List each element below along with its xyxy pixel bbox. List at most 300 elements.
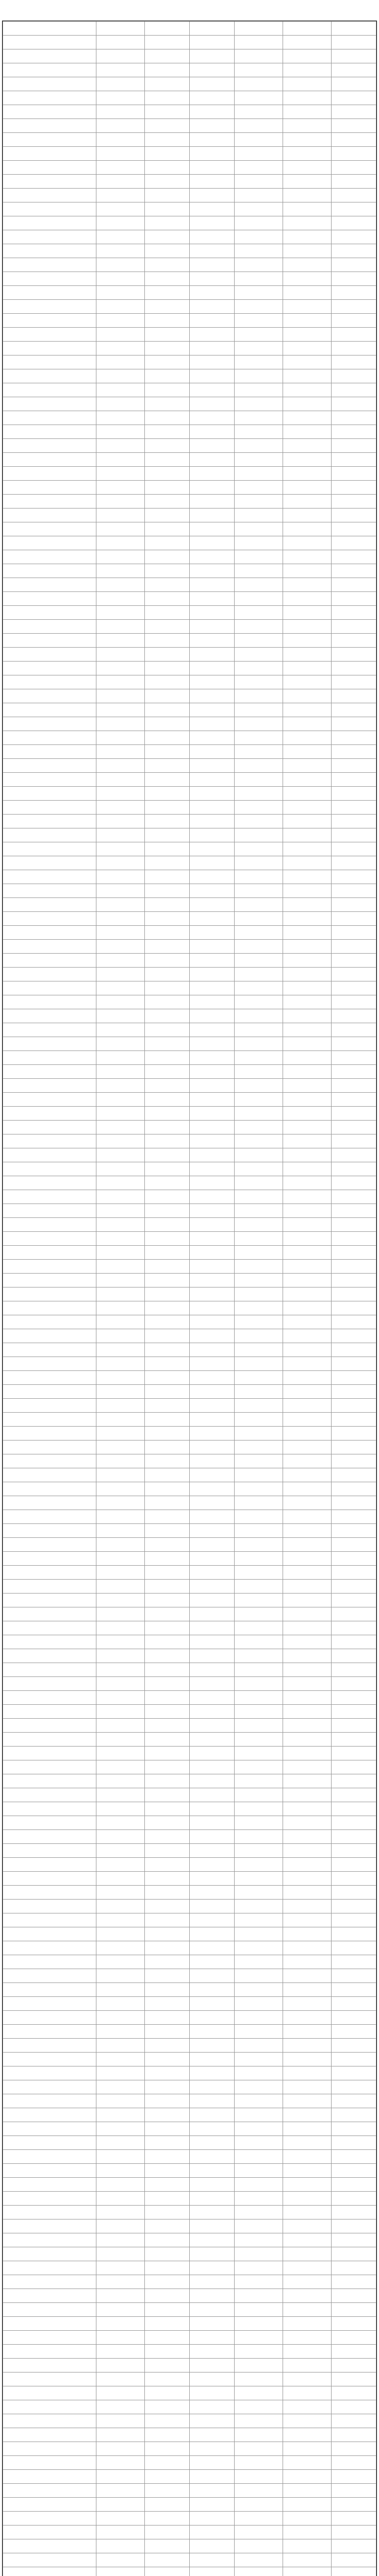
table-cell [189,383,234,397]
table-cell [96,2108,145,2122]
table-row [3,815,376,828]
table-cell [3,1009,96,1023]
table-cell [332,2039,376,2053]
table-row [3,1969,376,1983]
table-cell [189,634,234,648]
table-cell [189,202,234,216]
table-cell [145,675,190,689]
table-cell [3,634,96,648]
table-cell [145,2470,190,2484]
table-cell [283,2345,331,2359]
table-row [3,481,376,495]
table-cell [96,63,145,77]
table-cell [3,1107,96,1121]
table-cell [332,244,376,258]
table-cell [283,2331,331,2345]
table-cell [189,1051,234,1065]
table-row [3,1274,376,1287]
table-cell [189,1468,234,1482]
table-cell [283,147,331,161]
table-cell [96,2345,145,2359]
table-cell [189,1872,234,1886]
table-cell [96,1677,145,1691]
table-cell [96,2470,145,2484]
table-cell [189,2025,234,2039]
table-cell [234,425,283,439]
table-cell [234,1607,283,1621]
table-cell [283,2206,331,2219]
table-cell [283,884,331,898]
table-cell [145,1121,190,1134]
table-cell [96,495,145,509]
table-cell [3,1385,96,1399]
table-cell [145,856,190,870]
table-cell [189,397,234,411]
table-cell [234,1454,283,1468]
table-cell [96,77,145,91]
table-cell [96,2289,145,2303]
table-cell [145,1287,190,1301]
table-cell [332,1524,376,1538]
table-cell [96,2080,145,2094]
table-cell [332,745,376,759]
table-cell [332,703,376,717]
table-cell [332,1301,376,1315]
table-cell [145,1844,190,1858]
table-cell [189,1148,234,1162]
table-cell [96,745,145,759]
table-row [3,2539,376,2553]
table-cell [189,2317,234,2331]
table-row [3,1190,376,1204]
table-cell [332,870,376,884]
table-cell [145,2442,190,2456]
table-cell [189,258,234,272]
table-cell [332,1969,376,1983]
table-cell [283,495,331,509]
table-cell [145,1580,190,1594]
table-cell [145,2150,190,2164]
table-cell [145,536,190,550]
table-cell [332,1009,376,1023]
table-cell [3,2247,96,2261]
table-cell [145,481,190,495]
table-row [3,1538,376,1552]
table-cell [145,731,190,745]
table-cell [234,439,283,453]
table-cell [145,1594,190,1607]
table-cell [332,2192,376,2206]
table-row [3,1747,376,1760]
table-cell [234,592,283,606]
table-cell [283,940,331,954]
table-cell [145,1913,190,1927]
table-cell [3,2359,96,2372]
table-cell [332,1134,376,1148]
table-row [3,759,376,773]
table-cell [332,119,376,133]
table-row [3,1941,376,1955]
table-cell [189,1329,234,1343]
table-cell [3,49,96,63]
table-cell [234,314,283,328]
table-cell [145,1357,190,1371]
table-cell [3,1093,96,1107]
table-cell [234,175,283,189]
table-row [3,1079,376,1093]
table-cell [145,1134,190,1148]
table-cell [189,63,234,77]
table-cell [3,1176,96,1190]
table-cell [283,1927,331,1941]
table-cell [234,2331,283,2345]
table-cell [96,1413,145,1427]
table-cell [234,2345,283,2359]
table-row [3,342,376,355]
table-cell [332,550,376,564]
table-cell [332,564,376,578]
table-cell [145,1886,190,1900]
table-cell [96,2039,145,2053]
table-cell [283,620,331,634]
table-cell [3,202,96,216]
table-cell [189,773,234,787]
table-cell [96,147,145,161]
table-cell [145,648,190,662]
table-cell [3,745,96,759]
table-cell [96,828,145,842]
table-cell [189,2039,234,2053]
table-cell [96,369,145,383]
table-row [3,773,376,787]
table-cell [3,216,96,230]
table-row [3,717,376,731]
table-cell [234,954,283,968]
table-cell [332,815,376,828]
table-cell [3,1663,96,1677]
table-cell [3,995,96,1009]
table-cell [189,2386,234,2400]
table-cell [145,1552,190,1566]
table-cell [234,202,283,216]
table-cell [189,1121,234,1134]
data-table [3,21,376,2576]
table-row [3,1733,376,1747]
table-cell [96,1538,145,1552]
table-cell [283,662,331,675]
table-cell [332,77,376,91]
table-cell [145,2261,190,2275]
table-cell [283,411,331,425]
table-cell [3,2303,96,2317]
table-cell [283,1997,331,2011]
table-cell [145,1691,190,1705]
table-cell [3,940,96,954]
table-cell [332,2233,376,2247]
table-cell [189,550,234,564]
table-cell [283,2372,331,2386]
table-row [3,1218,376,1232]
table-cell [96,634,145,648]
table-row [3,648,376,662]
table-cell [283,119,331,133]
table-cell [332,1079,376,1093]
table-cell [189,606,234,620]
table-cell [145,2331,190,2345]
table-cell [3,2400,96,2414]
table-cell [145,926,190,940]
table-row [3,22,376,36]
table-cell [145,1427,190,1440]
table-cell [283,522,331,536]
table-cell [3,1621,96,1635]
table-cell [145,1371,190,1385]
table-cell [189,161,234,175]
table-cell [332,1566,376,1580]
table-row [3,425,376,439]
table-cell [3,1858,96,1872]
table-row [3,2053,376,2066]
table-cell [96,1134,145,1148]
table-cell [96,1900,145,1913]
table-cell [3,1635,96,1649]
table-cell [332,1816,376,1830]
table-cell [189,2414,234,2428]
table-row [3,954,376,968]
table-cell [283,2039,331,2053]
table-cell [332,1107,376,1121]
table-cell [283,1065,331,1079]
table-cell [96,1093,145,1107]
table-cell [96,258,145,272]
table-cell [145,133,190,147]
table-row [3,2317,376,2331]
table-cell [332,884,376,898]
table-cell [189,1232,234,1246]
table-cell [332,1329,376,1343]
table-cell [145,773,190,787]
table-cell [283,1621,331,1635]
table-cell [283,1747,331,1760]
table-cell [283,425,331,439]
table-cell [234,1927,283,1941]
table-cell [332,1357,376,1371]
table-cell [145,717,190,731]
table-cell [3,286,96,300]
table-cell [283,202,331,216]
table-row [3,1107,376,1121]
table-cell [234,36,283,49]
table-cell [96,2303,145,2317]
table-cell [145,342,190,355]
table-cell [3,2498,96,2512]
table-cell [96,648,145,662]
table-cell [3,2011,96,2025]
table-cell [332,1065,376,1079]
table-cell [3,2025,96,2039]
table-cell [283,648,331,662]
table-cell [96,1343,145,1357]
table-cell [189,522,234,536]
table-cell [283,91,331,105]
table-row [3,328,376,342]
table-cell [189,1760,234,1774]
table-cell [234,1385,283,1399]
table-cell [96,1037,145,1051]
table-cell [234,1329,283,1343]
table-cell [332,1677,376,1691]
table-row [3,2456,376,2470]
table-cell [234,2150,283,2164]
table-cell [3,1983,96,1997]
table-cell [145,2456,190,2470]
table-cell [332,1121,376,1134]
table-cell [189,2053,234,2066]
table-row [3,995,376,1009]
table-cell [283,1941,331,1955]
table-cell [234,2164,283,2178]
table-cell [234,606,283,620]
table-cell [283,1719,331,1733]
table-cell [234,286,283,300]
table-cell [234,1427,283,1440]
table-cell [332,648,376,662]
table-cell [3,1162,96,1176]
table-cell [3,369,96,383]
table-cell [3,244,96,258]
table-cell [189,77,234,91]
table-cell [283,49,331,63]
table-row [3,2039,376,2053]
table-cell [3,342,96,355]
table-cell [3,1900,96,1913]
table-cell [283,1607,331,1621]
table-cell [332,954,376,968]
table-cell [96,1844,145,1858]
table-cell [234,2192,283,2206]
table-cell [96,1065,145,1079]
table-cell [3,467,96,481]
table-row [3,1399,376,1413]
table-cell [3,425,96,439]
table-cell [234,453,283,467]
table-cell [145,2414,190,2428]
table-cell [96,2233,145,2247]
table-row [3,2428,376,2442]
table-row [3,2164,376,2178]
table-cell [283,2233,331,2247]
table-cell [332,133,376,147]
table-cell [3,1510,96,1524]
table-cell [332,2261,376,2275]
table-cell [283,1566,331,1580]
table-cell [96,91,145,105]
table-cell [3,119,96,133]
table-cell [283,606,331,620]
table-row [3,1162,376,1176]
table-cell [234,648,283,662]
table-cell [234,272,283,286]
table-cell [3,411,96,425]
table-cell [96,1830,145,1844]
table-cell [96,578,145,592]
table-cell [145,968,190,981]
table-cell [189,105,234,119]
table-cell [283,968,331,981]
table-cell [145,355,190,369]
table-cell [234,2539,283,2553]
table-cell [283,2080,331,2094]
table-cell [145,1566,190,1580]
table-cell [332,842,376,856]
table-cell [189,1315,234,1329]
table-cell [3,453,96,467]
table-cell [3,230,96,244]
table-row [3,1427,376,1440]
table-cell [234,1969,283,1983]
table-cell [234,1635,283,1649]
table-cell [332,1496,376,1510]
table-cell [96,49,145,63]
table-cell [283,981,331,995]
table-cell [332,36,376,49]
table-cell [283,1858,331,1872]
table-cell [189,2442,234,2456]
table-cell [3,1969,96,1983]
table-cell [234,717,283,731]
table-cell [332,828,376,842]
table-cell [283,397,331,411]
table-cell [3,968,96,981]
table-cell [283,2108,331,2122]
table-cell [189,1301,234,1315]
table-cell [189,1816,234,1830]
table-cell [3,856,96,870]
table-cell [283,2567,331,2576]
table-cell [96,397,145,411]
table-cell [145,1747,190,1760]
table-cell [234,1107,283,1121]
table-row [3,689,376,703]
table-cell [3,815,96,828]
table-cell [3,1343,96,1357]
table-row [3,2567,376,2576]
table-cell [283,1635,331,1649]
table-row [3,91,376,105]
table-cell [189,1190,234,1204]
table-cell [3,536,96,550]
table-cell [332,1162,376,1176]
table-cell [283,383,331,397]
table-cell [234,1594,283,1607]
table-row [3,244,376,258]
table-cell [96,1594,145,1607]
table-cell [234,522,283,536]
table-cell [189,1134,234,1148]
table-cell [332,1468,376,1482]
table-cell [234,1051,283,1065]
table-cell [189,175,234,189]
table-cell [3,620,96,634]
table-cell [283,1009,331,1023]
table-cell [332,1607,376,1621]
table-cell [234,2011,283,2025]
table-cell [96,189,145,202]
table-cell [332,453,376,467]
table-cell [3,1927,96,1941]
table-cell [283,1969,331,1983]
table-cell [189,787,234,801]
